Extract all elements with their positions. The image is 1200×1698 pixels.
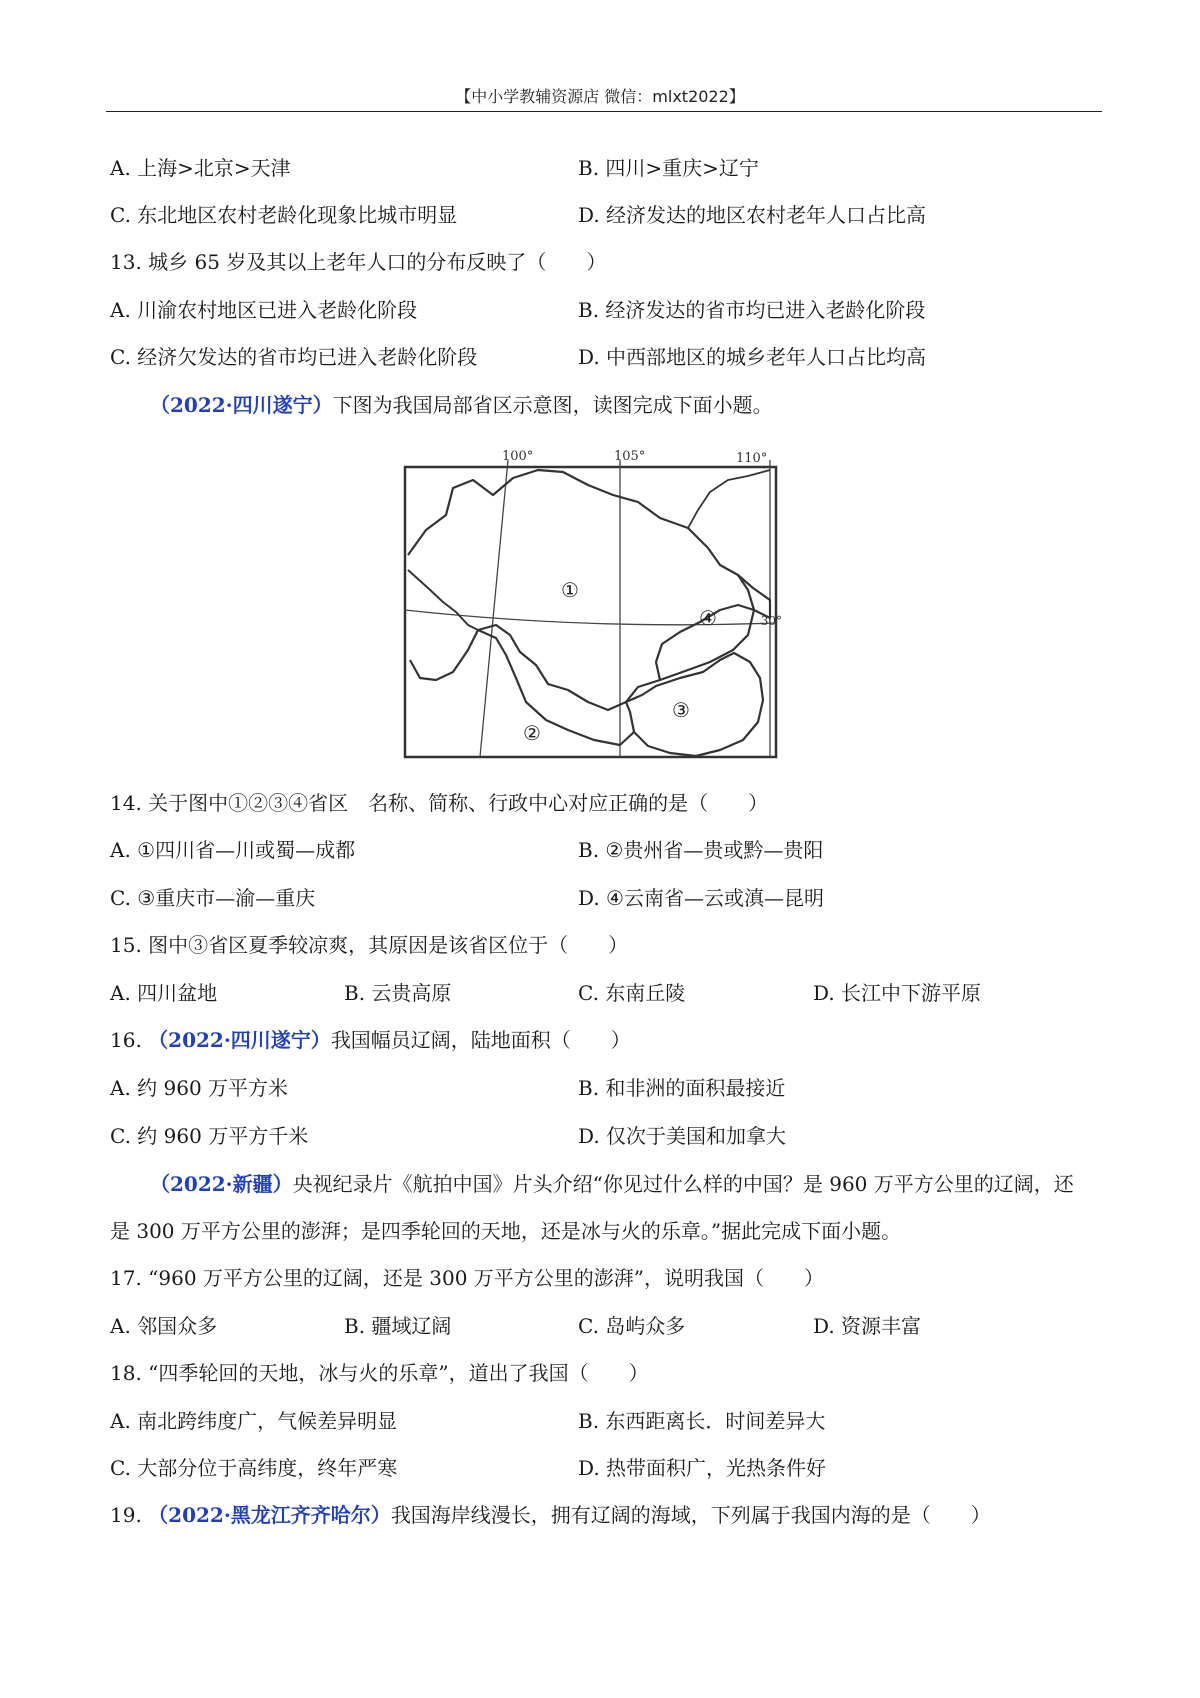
- q18-stem: 18. “四季轮回的天地，冰与火的乐章”，道出了我国（ ）: [110, 1361, 649, 1385]
- lon-label-100: 100°: [502, 449, 534, 464]
- q17-option-c: C. 岛屿众多: [578, 1314, 686, 1338]
- prev-option-d: D. 经济发达的地区农村老年人口占比高: [578, 203, 927, 227]
- q19-source: （2022·黑龙江齐齐哈尔）: [148, 1503, 391, 1527]
- marker-2: ②: [523, 721, 541, 745]
- province-map: [398, 440, 788, 765]
- province-outline-1: [408, 470, 754, 710]
- q19-number: 19.: [110, 1503, 149, 1527]
- q17-option-d: D. 资源丰富: [813, 1314, 922, 1338]
- q14-option-c: C. ③重庆市—渝—重庆: [110, 886, 316, 910]
- prev-option-a: A. 上海>北京>天津: [110, 156, 291, 180]
- lat-label-30: 30°: [760, 614, 782, 628]
- page-header: 【中小学教辅资源店 微信：mlxt2022】: [455, 87, 745, 106]
- intro-2-source: （2022·新疆）: [150, 1172, 293, 1196]
- q19-stem: [110, 1502, 991, 1528]
- intro-2-text-1: 央视纪录片《航拍中国》片头介绍“你见过什么样的中国？是 960 万平方公里的辽阔，还: [292, 1172, 1074, 1196]
- q16-option-c: C. 约 960 万平方千米: [110, 1124, 309, 1148]
- q13-option-c: C. 经济欠发达的省市均已进入老龄化阶段: [110, 345, 478, 369]
- header-divider: [106, 111, 1102, 112]
- lon-label-105: 105°: [614, 449, 646, 464]
- q14-option-d: D. ④云南省—云或滇—昆明: [578, 886, 824, 910]
- q15-option-b: B. 云贵高原: [344, 981, 452, 1005]
- marker-1: ①: [561, 578, 579, 602]
- q14-stem: 14. 关于图中①②③④省区 名称、简称、行政中心对应正确的是（ ）: [110, 791, 769, 815]
- intro-2-line-1: [150, 1171, 1074, 1197]
- intro-1-source: （2022·四川遂宁）: [150, 393, 333, 417]
- q17-option-a: A. 邻国众多: [110, 1314, 218, 1338]
- q14-option-b: B. ②贵州省—贵或黔—贵阳: [578, 838, 824, 862]
- q15-stem: 15. 图中③省区夏季较凉爽，其原因是该省区位于（ ）: [110, 933, 629, 957]
- q18-option-b: B. 东西距离长．时间差异大: [578, 1409, 826, 1433]
- q15-option-a: A. 四川盆地: [110, 981, 218, 1005]
- q15-option-d: D. 长江中下游平原: [813, 981, 982, 1005]
- prev-option-b: B. 四川>重庆>辽宁: [578, 156, 759, 180]
- q18-option-c: C. 大部分位于高纬度，终年严寒: [110, 1456, 398, 1480]
- marker-4: ④: [699, 606, 717, 630]
- q16-number: 16.: [110, 1028, 149, 1052]
- marker-3: ③: [672, 698, 690, 722]
- q16-source: （2022·四川遂宁）: [148, 1028, 331, 1052]
- q13-option-a: A. 川渝农村地区已进入老龄化阶段: [110, 298, 418, 322]
- meridian-100: [480, 460, 508, 757]
- q16-option-a: A. 约 960 万平方米: [110, 1076, 289, 1100]
- q16-option-b: B. 和非洲的面积最接近: [578, 1076, 786, 1100]
- lon-label-110: 110°: [736, 451, 768, 466]
- q16-text: 我国幅员辽阔，陆地面积（ ）: [330, 1028, 631, 1052]
- q16-stem: [110, 1027, 631, 1053]
- prev-option-c: C. 东北地区农村老龄化现象比城市明显: [110, 203, 458, 227]
- q19-text: 我国海岸线漫长，拥有辽阔的海域，下列属于我国内海的是（ ）: [390, 1503, 991, 1527]
- q17-stem: 17. “960 万平方公里的辽阔，还是 300 万平方公里的澎湃”，说明我国（ ）: [110, 1266, 825, 1290]
- q13-stem: 13. 城乡 65 岁及其以上老年人口的分布反映了（ ）: [110, 250, 607, 274]
- intro-2-line-2: 是 300 万平方公里的澎湃；是四季轮回的天地，还是冰与火的乐章。”据此完成下面小题。: [110, 1219, 902, 1243]
- intro-1-text: 下图为我国局部省区示意图，读图完成下面小题。: [332, 393, 773, 417]
- province-outline-north: [688, 470, 770, 528]
- map-frame: [405, 467, 776, 757]
- q18-option-a: A. 南北跨纬度广，气候差异明显: [110, 1409, 398, 1433]
- q16-option-d: D. 仅次于美国和加拿大: [578, 1124, 787, 1148]
- province-outline-west: [408, 570, 478, 630]
- q13-option-b: B. 经济发达的省市均已进入老龄化阶段: [578, 298, 926, 322]
- intro-1: [150, 392, 773, 418]
- q14-option-a: A. ①四川省—川或蜀—成都: [110, 838, 356, 862]
- q13-option-d: D. 中西部地区的城乡老年人口占比均高: [578, 345, 927, 369]
- q17-option-b: B. 疆域辽阔: [344, 1314, 452, 1338]
- q18-option-d: D. 热带面积广，光热条件好: [578, 1456, 827, 1480]
- q15-option-c: C. 东南丘陵: [578, 981, 686, 1005]
